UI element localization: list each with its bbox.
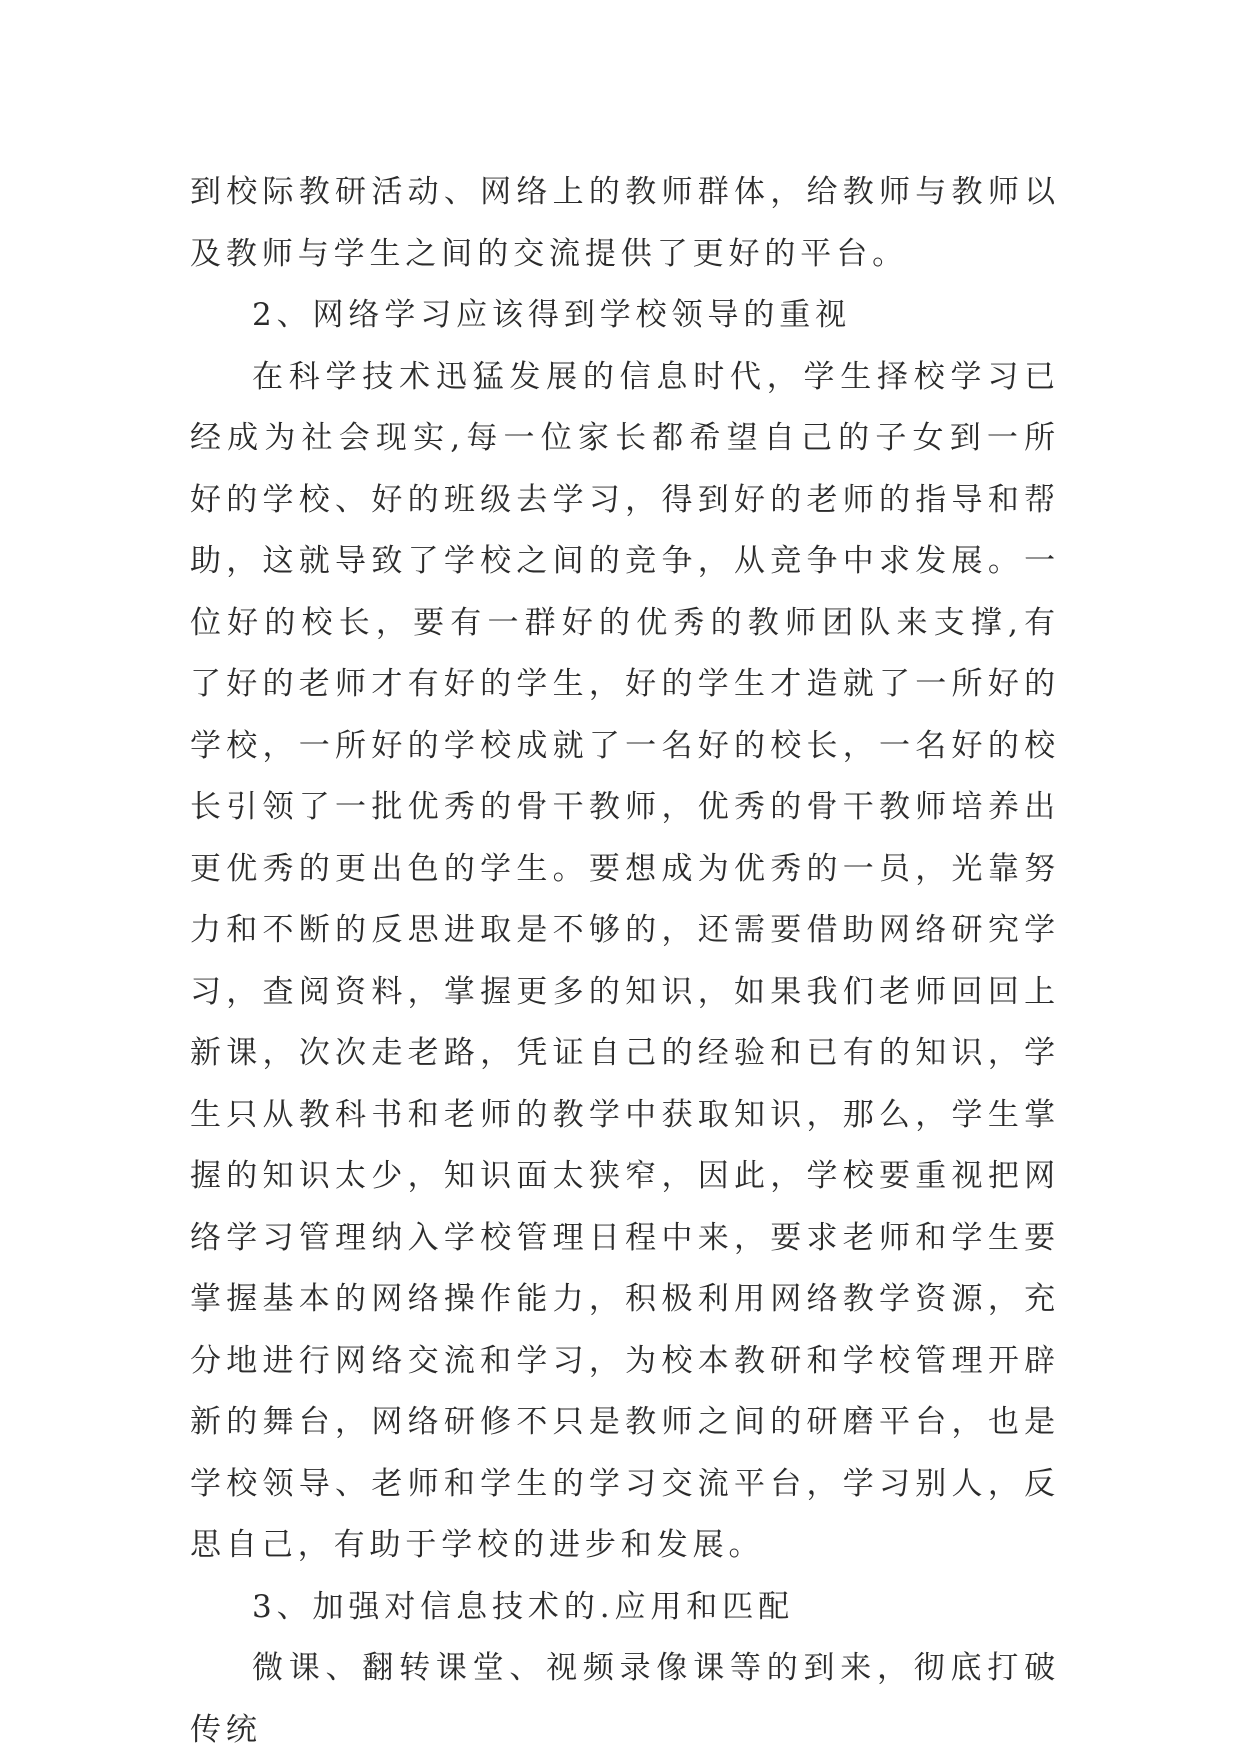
paragraph-network-learning: 在科学技术迅猛发展的信息时代，学生择校学习已经成为社会现实,每一位家长都希望自己的子女到一所好的学校、好的班级去学习，得到好的老师的指导和帮助，这就导致了学校之间的竞争，从竞争中求发展。一位好的校长，要有一群好的优秀的教师团队来支撑,有了好的老师才有好的学生，好的学生才造就了一所好的学校，一所好的学校成就了一名好的校长，一名好的校长引领了一批优秀的骨干教师，优秀的骨干教师培养出更优秀的更出色的学生。要想成为优秀的一员，光靠努力和不断的反思进取是不够的，还需要借助网络研究学习，查阅资料，掌握更多的知识，如果我们老师回回上新课，次次走老路，凭证自己的经验和已有的知识，学生只从教科书和老师的教学中获取知识，那么，学生掌握的知识太少，知识面太狭窄，因此，学校要重视把网络学习管理纳入学校管理日程中来，要求老师和学生要掌握基本的网络操作能力，积极利用网络教学资源，充分地进行网络交流和学习，为校本教研和学校管理开辟新的舞台，网络研修不只是教师之间的研磨平台，也是学校领导、老师和学生的学习交流平台，学习别人，反思自己，有助于学校的进步和发展。 xyxy=(190,358,1060,1563)
document-body xyxy=(190,162,1060,1761)
paragraph-continuation: 到校际教研活动、网络上的教师群体，给教师与教师以及教师与学生之间的交流提供了更好的平台。 xyxy=(190,174,1060,272)
section-heading-2: 2、网络学习应该得到学校领导的重视 xyxy=(252,297,852,333)
paragraph-micro-lessons: 微课、翻转课堂、视频录像课等的到来，彻底打破传统 xyxy=(190,1650,1060,1748)
section-heading-3: 3、加强对信息技术的.应用和匹配 xyxy=(252,1588,794,1625)
